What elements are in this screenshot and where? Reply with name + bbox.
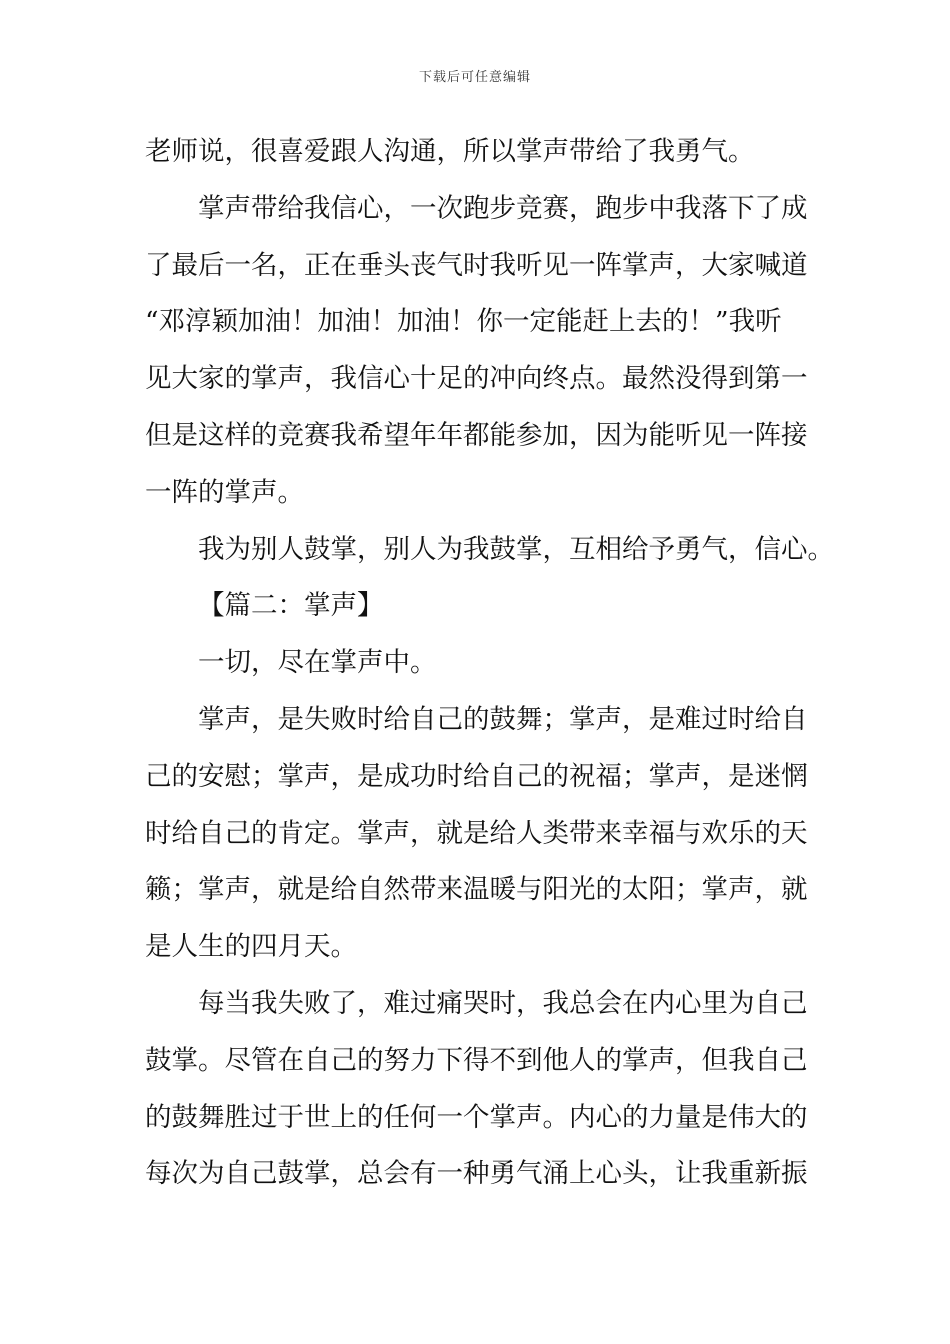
text-line: 了最后一名，正在垂头丧气时我听见一阵掌声，大家喊道 [145, 249, 808, 281]
text-line: 籁；掌声，就是给自然带来温暖与阳光的太阳；掌声，就 [145, 874, 808, 906]
text-line: 己的安慰；掌声，是成功时给自己的祝福；掌声，是迷惘 [145, 760, 808, 792]
text-line: 每次为自己鼓掌，总会有一种勇气涌上心头，让我重新振 [145, 1158, 808, 1190]
text-line: 掌声，是失败时给自己的鼓舞；掌声，是难过时给自 [198, 703, 808, 735]
text-line: 是人生的四月天。 [145, 931, 357, 963]
body-text [145, 124, 834, 1203]
text-line: 每当我失败了，难过痛哭时，我总会在内心里为自己 [198, 987, 808, 1019]
text-line: 老师说，很喜爱跟人沟通，所以掌声带给了我勇气。 [145, 136, 755, 167]
text-line: 我为别人鼓掌，别人为我鼓掌，互相给予勇气，信心。 [198, 533, 834, 565]
text-line: 时给自己的肯定。掌声，就是给人类带来幸福与欢乐的天 [145, 817, 808, 849]
text-line: 一切，尽在掌声中。 [198, 647, 437, 679]
text-line: “邓淳颖加油！加油！加油！你一定能赶上去的！”我听 [145, 306, 782, 338]
text-line: 的鼓舞胜过于世上的任何一个掌声。内心的力量是伟大的 [145, 1101, 808, 1133]
text-line: 见大家的掌声，我信心十足的冲向终点。最然没得到第一 [145, 363, 808, 395]
text-line: 一阵的掌声。 [145, 476, 304, 508]
page-header: 下载后可任意编辑 [418, 70, 531, 85]
text-line: 鼓掌。尽管在自己的努力下得不到他人的掌声，但我自己 [145, 1044, 808, 1076]
text-line: 掌声带给我信心，一次跑步竞赛，跑步中我落下了成 [198, 192, 808, 224]
section-heading: 【篇二：掌声】 [198, 590, 384, 622]
text-line: 但是这样的竞赛我希望年年都能参加，因为能听见一阵接 [145, 419, 808, 451]
